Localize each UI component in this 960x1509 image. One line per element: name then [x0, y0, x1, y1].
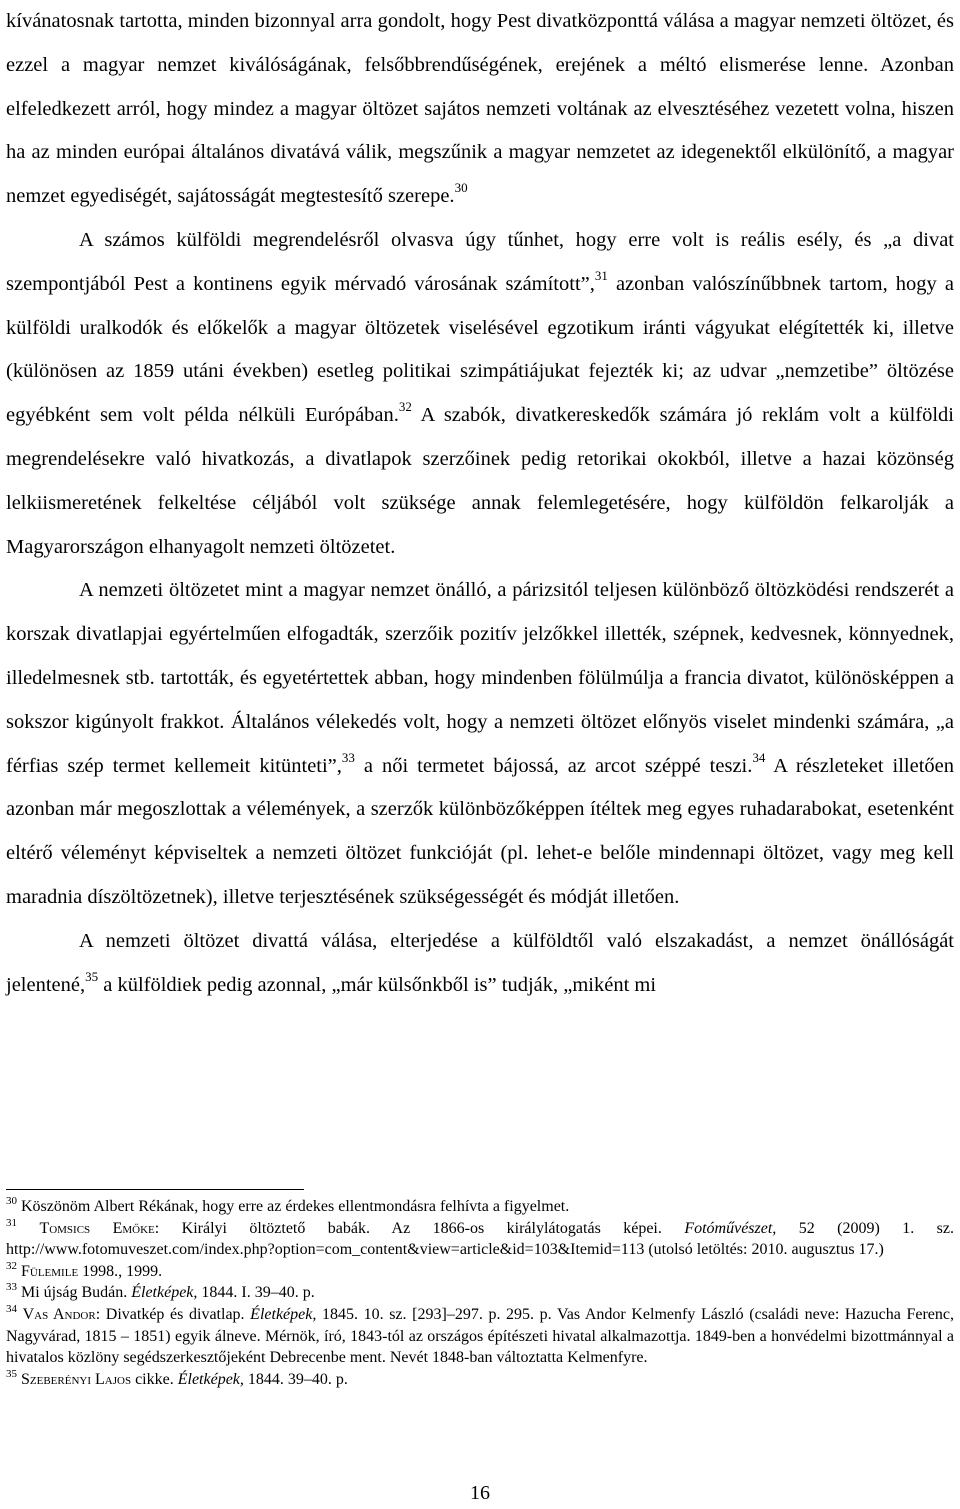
footnote-journal: Életképek, [177, 1370, 244, 1388]
paragraph-1 [6, 0, 954, 219]
footnote-text: 52 (2009) 1. sz. http://www.fotomuveszet.com/index.php?option=com_content&view=article&id=103&Itemid=113 (utolsó letöltés: 2010. augusztus 17.) [6, 1219, 954, 1259]
footnote-ref-30[interactable]: 30 [454, 180, 468, 196]
footnote-number: 32 [6, 1259, 17, 1272]
footnote-author: Vas Andor [22, 1305, 96, 1323]
footnote-ref-35[interactable]: 35 [85, 968, 99, 984]
footnote-33 [6, 1282, 954, 1304]
footnote-text: : Királyi öltöztető babák. Az 1866-os királylátogatás képei. [154, 1219, 685, 1237]
footnote-number: 33 [6, 1281, 17, 1294]
footnote-text: : Divatkép és divatlap. [95, 1305, 251, 1323]
footnote-text: Mi újság Budán. [17, 1284, 132, 1302]
footnote-number: 35 [6, 1367, 17, 1380]
body-text [6, 0, 954, 1007]
footnote-ref-31[interactable]: 31 [594, 267, 608, 283]
paragraph-text: a női termetet bájossá, az arcot széppé teszi. [354, 754, 753, 777]
paragraph-text: A részleteket illetően azonban már megoszlottak a vélemények, a szerzők különbözőképpen ítéltek meg egyes ruhadarabokat, esetenként eltérő véleményt képviseltek a nemzeti öltözet funkcióját (pl. lehet-e belőle mindennapi öltözet, vagy meg kell maradnia díszöltözetnek), illetve terjesztésének szükségességét és módját illetően. [6, 754, 954, 908]
footnotes [6, 1196, 954, 1390]
footnote-ref-33[interactable]: 33 [341, 749, 355, 765]
paragraph-text: A nemzeti öltözet divattá válása, elterjedése a külföldtől való elszakadást, a nemzet önállóságát jelentené, [6, 929, 954, 996]
footnote-34 [6, 1304, 954, 1369]
paragraph-text: azonban valószínűbbnek tartom, hogy a külföldi uralkodók és előkelők a magyar öltözetek viselésével egzotikum iránti vágyukat elégítették ki, illetve (különösen az 1859 utáni években) esetleg politikai szimpátiájukat fejezték ki; az udvar „nemzetibe” öltözése egyébként sem volt példa nélküli Európában. [6, 272, 954, 427]
footnote-text: Köszönöm Albert Rékának, hogy erre az érdekes ellentmondásra felhívta a figyelmet. [17, 1198, 570, 1215]
paragraph-text: kívánatosnak tartotta, minden bizonnyal arra gondolt, hogy Pest divatközponttá válása a magyar nemzeti öltözet, és ezzel a magyar nemzet kiválóságának, felsőbbrendűségének, erejének a méltó elismerése lenne. Azonban elfeledkezett arról, hogy mindez a magyar öltözet sajátos nemzeti voltának az elvesztéséhez vezetett volna, hiszen ha az minden európai általános divatává válik, megszűnik a magyar nemzetet az idegenektől elkülönítő, a magyar nemzet egyediségét, sajátosságát megtestesítő szerepe. [6, 10, 954, 208]
footnote-journal: Fotóművészet, [684, 1219, 777, 1237]
paragraph-text: A szabók, divatkereskedők számára jó reklám volt a külföldi megrendelésekre való hivatkozás, a divatlapok szerzőinek pedig retorikai okokból, illetve a hazai közönség lelkiismeretének felkeltése céljából volt szüksége annak felemlegetésére, hogy külföldön felkarolják a Magyarországon elhanyagolt nemzeti öltözetet. [6, 404, 955, 558]
footnote-32 [6, 1261, 954, 1283]
footnote-text: 1844. I. 39–40. p. [197, 1284, 315, 1302]
footnote-30 [6, 1196, 954, 1218]
footnote-text: cikke. [131, 1370, 178, 1388]
footnote-ref-32[interactable]: 32 [398, 399, 412, 415]
paragraph-text: A számos külföldi megrendelésről olvasva úgy tűnhet, hogy erre volt is reális esély, és „a divat szempontjából Pest a kontinens egyik mérvadó városának számított”, [6, 228, 954, 295]
footnote-ref-34[interactable]: 34 [752, 749, 766, 765]
paragraph-2 [6, 219, 954, 569]
footnote-author: Fülemile [21, 1262, 79, 1280]
footnote-text: 1844. 39–40. p. [243, 1370, 348, 1388]
footnote-text: 1998., 1999. [78, 1262, 163, 1280]
footnote-author: Tomsics Emőke [39, 1219, 155, 1237]
footnote-number: 31 [6, 1216, 17, 1229]
footnote-journal: Életképek, [250, 1305, 317, 1323]
footnote-journal: Életképek, [131, 1284, 198, 1302]
footnote-text: 1845. 10. sz. [293]–297. p. 295. p. Vas Andor Kelmenfy László (családi neve: Hazucha Ferenc, Nagyvárad, 1815 – 1851) egyik álneve. Mérnök, író, 1843-tól az országos építészeti hivatal alkalmazottja. 1849-ben a honvédelmi bizottmánnyal a hivatalos közlöny segédszerkesztőjeként Debrecenbe ment. Nevét 1848-ban változtatta Kelmenfyre. [6, 1305, 954, 1367]
footnote-number: 34 [6, 1302, 17, 1315]
footnote-author: Szeberényi Lajos [21, 1370, 132, 1388]
page-content [6, 0, 954, 1007]
footnote-separator [6, 1189, 304, 1190]
paragraph-text: a külföldiek pedig azonnal, „már külsőnkből is” tudják, „miként mi [98, 973, 657, 996]
footnote-number: 30 [6, 1195, 17, 1207]
footnote-31 [6, 1218, 954, 1261]
page-number: 16 [470, 1482, 490, 1504]
paragraph-4 [6, 920, 954, 1008]
footnote-35 [6, 1369, 954, 1391]
paragraph-text: A nemzeti öltözetet mint a magyar nemzet önálló, a párizsitól teljesen különböző öltözködési rendszerét a korszak divatlapjai egyértelműen elfogadták, szerzőik pozitív jelzőkkel illették, szépnek, kedvesnek, könnyednek, illedelmesnek stb. tartották, és egyetértettek abban, hogy mindenben fölülmúlja a francia divatot, különösképpen a sokszor kigúnyolt frakkot. Általános vélekedés volt, hogy a nemzeti öltözet előnyös viselet mindenki számára, „a férfias szép termet kellemeit kitünteti”, [6, 579, 954, 777]
paragraph-3 [6, 569, 954, 919]
